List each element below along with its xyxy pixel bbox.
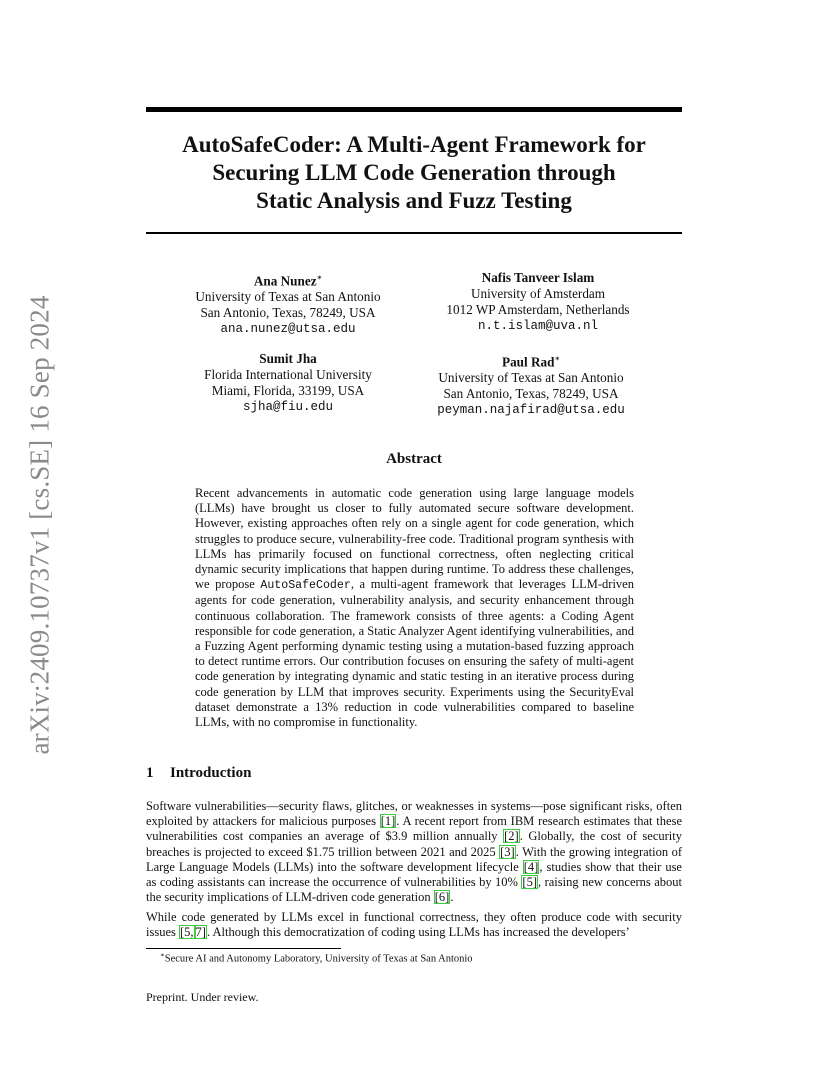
abstract-text: Recent advancements in automatic code generation using large language models (LLMs) have brought us closer to fully automated secure software development. However, existing approaches often rely on a single agent for code generation, which struggles to produce secure, vulnerability-free code. Traditional program synthesis with LLMs has primarily focused on functional correctness, often neglecting critical dynamic security implications that happen during runtime. To address these challenges, we propose AutoSafeCoder, a multi-agent framework that leverages LLM-driven agents for code generation, vulnerability analysis, and security enhancement through continuous collaboration. The framework consists of three agents: a Coding Agent responsible for code generation, a Static Analyzer Agent identifying vulnerabilities, and a Fuzzing Agent performing dynamic testing using a mutation-based fuzzing approach to detect runtime errors. Our contribution focuses on ensuring the safety of multi-agent code generation by integrating dynamic and static testing in an iterative process during code generation by LLM that improves security. Experiments using the SecurityEval dataset demonstrate a 13% reduction in code vulnerabilities compared to baseline LLMs, with no compromise in functionality.: [195, 486, 634, 730]
author-address: 1012 WP Amsterdam, Netherlands: [446, 302, 630, 317]
author-affiliation: University of Amsterdam: [470, 286, 606, 301]
title-bottom-rule: [146, 232, 682, 234]
citation-link[interactable]: [3]: [500, 844, 515, 859]
author-address: San Antonio, Texas, 78249, USA: [443, 386, 619, 402]
title-line: AutoSafeCoder: A Multi-Agent Framework for: [182, 132, 646, 157]
intro-paragraph: Software vulnerabilities—security flaws, glitches, or weaknesses in systems—pose significant risks, often exploited by attackers for malicious purposes [1]. A recent report from IBM research estimates that these vulnerabilities cost companies an average of $3.9 million annually [2]. Globally, the cost of security breaches is projected to exceed $1.75 trillion between 2021 and 2025 [3]. With the growing integration of Large Language Models (LLMs) into the software development lifecycle [4], studies show that their use as coding assistants can increase the occurrence of vulnerabilities by 10% [5], raising new concerns about the security implications of LLM-driven code generation [6].: [146, 799, 682, 905]
code-name: AutoSafeCoder: [260, 579, 351, 593]
author-email[interactable]: peyman.najafirad@utsa.edu: [437, 403, 625, 418]
citation-link[interactable]: 7]: [195, 925, 206, 940]
author-name: Nafis Tanveer Islam: [481, 270, 595, 285]
footnote: ∗Secure AI and Autonomy Laboratory, University of Texas at San Antonio: [160, 951, 473, 965]
title-line: Static Analysis and Fuzz Testing: [256, 188, 572, 213]
abstract-heading: Abstract: [386, 451, 442, 467]
author-block: [408, 270, 668, 334]
title-top-rule: [146, 107, 682, 112]
author-address: San Antonio, Texas, 78249, USA: [200, 305, 376, 321]
title-line: Securing LLM Code Generation through: [212, 160, 616, 185]
citation-link[interactable]: [5,: [180, 925, 194, 940]
author-name: Ana Nunez∗: [253, 273, 323, 289]
author-affiliation: University of Texas at San Antonio: [438, 370, 624, 386]
page-footer: Preprint. Under review.: [146, 990, 259, 1004]
citation-link[interactable]: [4]: [523, 859, 539, 874]
author-block: [158, 270, 418, 337]
section-heading: [146, 765, 251, 782]
section-number: 1: [146, 765, 154, 781]
author-name: Sumit Jha: [259, 351, 317, 366]
footnote-rule: [146, 948, 341, 949]
section-title: Introduction: [170, 765, 252, 781]
author-name: Paul Rad∗: [502, 354, 560, 370]
author-email[interactable]: ana.nunez@utsa.edu: [220, 322, 356, 337]
author-block: [158, 351, 418, 415]
citation-link[interactable]: [1]: [380, 814, 396, 829]
author-email[interactable]: sjha@fiu.edu: [242, 400, 333, 414]
author-affiliation: University of Texas at San Antonio: [195, 289, 381, 305]
citation-link[interactable]: [5]: [522, 875, 537, 890]
author-email[interactable]: n.t.islam@uva.nl: [477, 319, 599, 333]
author-address: Miami, Florida, 33199, USA: [211, 383, 365, 398]
arxiv-identifier: arXiv:2409.10737v1 [cs.SE] 16 Sep 2024: [24, 295, 55, 755]
arxiv-sidebar: [20, 290, 60, 760]
citation-link[interactable]: [6]: [434, 890, 450, 905]
author-affiliation: Florida International University: [204, 367, 372, 382]
citation-link[interactable]: [2]: [504, 829, 519, 844]
paper-title: [146, 131, 682, 215]
author-block: [401, 351, 661, 418]
intro-paragraph: While code generated by LLMs excel in functional correctness, they often produce code with security issues [5, 7]. Although this democratization of coding using LLMs has increased the developers’: [146, 910, 682, 940]
